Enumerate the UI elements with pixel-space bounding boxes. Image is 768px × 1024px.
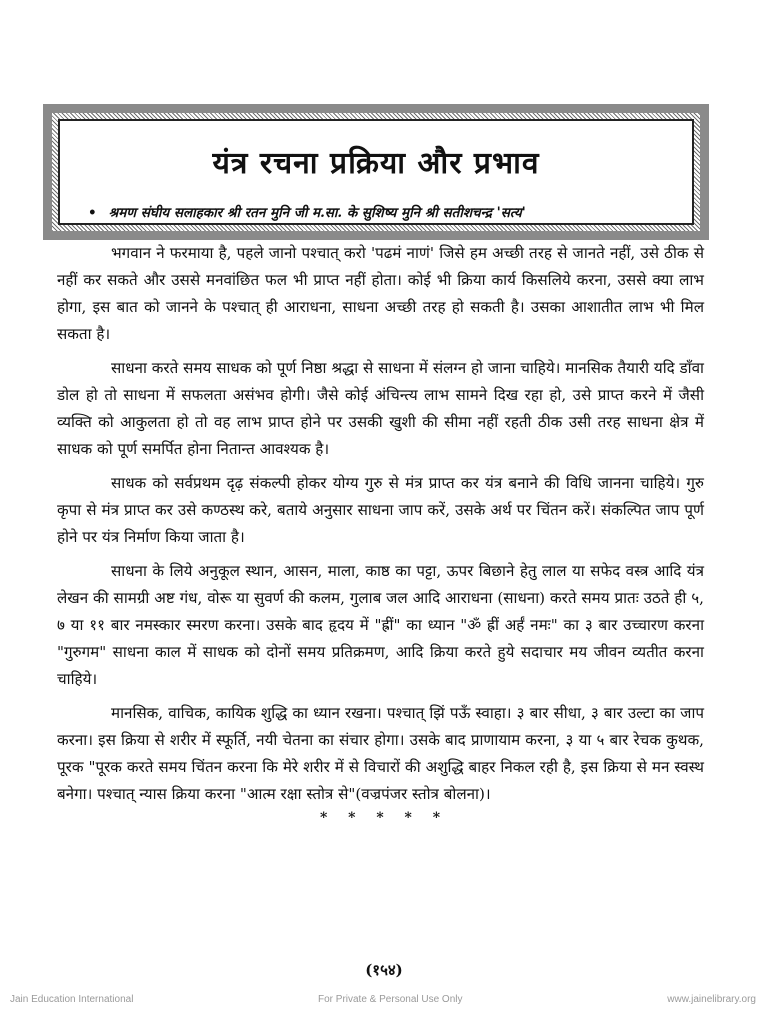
title-panel xyxy=(58,119,694,225)
paragraph-1: भगवान ने फरमाया है, पहले जानो पश्चात् करो 'पढमं नाणं' जिसे हम अच्छी तरह से जानते नहीं, उसे ठीक से नहीं कर सकते और उससे मनवांछित फल भी प्राप्त नहीं होता। कोई भी क्रिया कार्य किसलिये करना, उससे क्या लाभ होगा, इस बात को जानने के पश्चात् ही आराधना, साधना अच्छी तरह हो सकती है। उसका आशातीत लाभ भी मिल सकता है। xyxy=(57,244,704,343)
paragraph-2: साधना करते समय साधक को पूर्ण निष्ठा श्रद्धा से साधना में संलग्न हो जाना चाहिये। मानसिक तैयारी यदि डाँवा डोल हो तो साधना में सफलता असंभव होगी। जैसे कोई अंचिन्त्य लाभ सामने दिख रहा हो, उसे प्राप्त करने में जैसी व्यक्ति को आकुलता हो तो वह लाभ प्राप्त होने पर उसकी खुशी की सीमा नहीं रहती ठीक उसी तरह साधना क्षेत्र में साधक को पूर्ण समर्पित होना नितान्त आवश्यक है। xyxy=(57,359,704,458)
paragraph-4: साधना के लिये अनुकूल स्थान, आसन, माला, काष्ठ का पट्टा, ऊपर बिछाने हेतु लाल या सफेद वस्त्र आदि यंत्र लेखन की सामग्री अष्ट गंध, वोरू या सुवर्ण की कलम, गुलाब जल आदि आराधना (साधना) करते समय प्रातः उठते ही ५, ७ या ११ बार नमस्कार स्मरण करना। उसके बाद हृदय में "ह्रीं" का ध्यान "ॐ ह्रीं अर्हं नमः" का ३ बार उच्चारण करना "गुरुगम" साधना काल में साधक को दोनों समय प्रतिक्रमण, आदि क्रिया करते हुये सदाचार मय जीवन व्यतीत करना चाहिये। xyxy=(57,562,704,688)
paragraph-5: मानसिक, वाचिक, कायिक शुद्धि का ध्यान रखना। पश्चात् झिं पऊँ स्वाहा। ३ बार सीधा, ३ बार उल्टा का जाप करना। इस क्रिया से शरीर में स्फूर्ति, नयी चेतना का संचार होगा। उसके बाद प्राणायाम करना, ३ या ५ बार रेचक कुथक, पूरक "पूरक करते समय चिंतन करना कि मेरे शरीर में से विचारों की अशुद्धि बाहर निकल रही है, इस क्रिया से मन स्वस्थ बनेगा। पश्चात् न्यास क्रिया करना "आत्म रक्षा स्तोत्र से"(वज्रपंजर स्तोत्र बोलना)। xyxy=(57,704,704,803)
bullet-icon: • xyxy=(88,205,97,221)
footer-publisher: Jain Education International xyxy=(10,994,134,1005)
author-line xyxy=(88,203,680,221)
paragraph-3: साधक को सर्वप्रथम दृढ़ संकल्पी होकर योग्य गुरु से मंत्र प्राप्त कर यंत्र बनाने की विधि जानना चाहिये। गुरु कृपा से मंत्र प्राप्त कर उसे कण्ठस्थ करे, बताये अनुसार साधना जाप करें, उसके अर्थ पर चिंतन करें। संकल्पित जाप पूर्ण होने पर यंत्र निर्माण किया जाता है। xyxy=(57,474,704,546)
page-footer xyxy=(0,994,768,1010)
footer-usage-note: For Private & Personal Use Only xyxy=(318,994,463,1005)
author-text: श्रमण संघीय सलाहकार श्री रतन मुनि जी म.सा. के सुशिष्य मुनि श्री सतीशचन्द्र 'सत्य' xyxy=(108,205,526,221)
article-body xyxy=(57,240,704,815)
footer-website-link[interactable]: www.jainelibrary.org xyxy=(667,994,756,1005)
title-frame xyxy=(43,104,709,240)
page-number: (१५४) xyxy=(365,961,403,979)
section-separator: * * * * * xyxy=(319,810,449,826)
page-title: यंत्र रचना प्रक्रिया और प्रभाव xyxy=(212,146,540,181)
